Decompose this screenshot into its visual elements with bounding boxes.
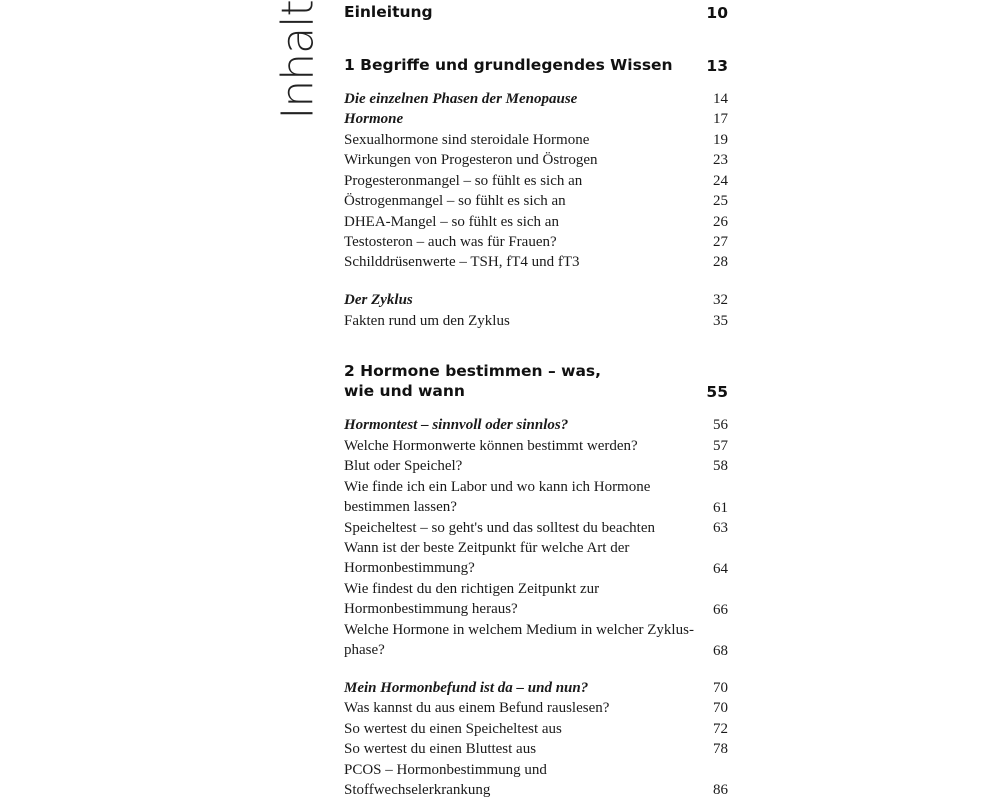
toc-entry-page: 32 — [713, 291, 728, 308]
toc-subsection[interactable] — [344, 252, 728, 272]
toc-entry-page: 13 — [706, 57, 728, 75]
toc-entry-page: 57 — [713, 437, 728, 454]
toc-entry-page: 10 — [706, 4, 728, 22]
toc-entry-page: 56 — [713, 416, 728, 433]
toc-subsection[interactable] — [344, 698, 728, 718]
toc-entry-title: 1 Begriffe und grundlegendes Wissen — [344, 56, 673, 74]
section-title-vertical — [268, 0, 328, 120]
toc-entry-title: Wie findest du den richtigen Zeitpunkt zur Hormonbestimmung heraus? — [344, 581, 600, 618]
toc-subsection[interactable] — [344, 436, 728, 456]
toc-entry-title: Blut oder Speichel? — [344, 458, 463, 474]
toc-entry-title: Hormontest – sinnvoll oder sinnlos? — [344, 417, 569, 433]
toc-entry-title: Einleitung — [344, 3, 433, 21]
toc-entry-page: 72 — [713, 720, 728, 737]
toc-subsection[interactable] — [344, 579, 728, 620]
toc-entry-title: Mein Hormonbefund ist da – und nun? — [344, 680, 589, 696]
toc-entry-title: Sexualhormone sind steroidale Hormone — [344, 132, 590, 148]
toc-entry-title: Speicheltest – so geht's und das solltest du beachten — [344, 520, 655, 536]
toc-section[interactable] — [344, 290, 728, 310]
toc-entry-page: 35 — [713, 312, 728, 329]
toc-entry-page: 70 — [713, 679, 728, 696]
toc-entry-page: 86 — [713, 781, 728, 798]
toc-entry-title: Hormone — [344, 111, 404, 127]
toc-section[interactable] — [344, 678, 728, 698]
toc-entry-title: Welche Hormonwerte können bestimmt werden? — [344, 438, 638, 454]
toc-entry-page: 58 — [713, 457, 728, 474]
toc-entry-title: Was kannst du aus einem Befund rauslesen? — [344, 700, 610, 716]
toc-entry-page: 19 — [713, 131, 728, 148]
toc-subsection[interactable] — [344, 719, 728, 739]
toc-entry-page: 78 — [713, 740, 728, 757]
toc-entry-title: Welche Hormone in welchem Medium in welcher Zyklus- phase? — [344, 622, 694, 659]
toc-entry-page: 64 — [713, 560, 728, 577]
toc-entry-title: So wertest du einen Bluttest aus — [344, 741, 537, 757]
toc-entry-page: 63 — [713, 519, 728, 536]
toc-section[interactable] — [344, 109, 728, 129]
toc-entry-title: Wirkungen von Progesteron und Östrogen — [344, 152, 598, 168]
toc-section[interactable] — [344, 89, 728, 109]
section-title-text: Inhalt — [272, 0, 324, 120]
toc-entry-title: Wann ist der beste Zeitpunkt für welche Art der Hormonbestimmung? — [344, 540, 630, 577]
toc-entry-page: 26 — [713, 213, 728, 230]
toc-entry-title: Östrogenmangel – so fühlt es sich an — [344, 193, 566, 209]
toc-subsection[interactable] — [344, 311, 728, 331]
toc-entry-title: Fakten rund um den Zyklus — [344, 313, 510, 329]
toc-subsection[interactable] — [344, 171, 728, 191]
toc-entry-title: PCOS – Hormonbestimmung und Stoffwechselerkrankung — [344, 762, 547, 799]
toc-entry-page: 66 — [713, 601, 728, 618]
toc-subsection[interactable] — [344, 191, 728, 211]
toc-entry-page: 55 — [706, 383, 728, 401]
toc-entry-page: 61 — [713, 499, 728, 516]
toc-subsection[interactable] — [344, 620, 728, 661]
toc-chapter-2[interactable] — [344, 361, 728, 401]
toc-subsection[interactable] — [344, 538, 728, 579]
toc-subsection[interactable] — [344, 739, 728, 759]
toc-entry-title: Wie finde ich ein Labor und wo kann ich Hormone bestimmen lassen? — [344, 479, 651, 516]
toc-subsection[interactable] — [344, 518, 728, 538]
toc-entry-title: So wertest du einen Speicheltest aus — [344, 721, 562, 737]
toc-entry-page: 24 — [713, 172, 728, 189]
toc-subsection[interactable] — [344, 232, 728, 252]
toc-entry-title: Der Zyklus — [344, 292, 413, 308]
toc-subsection[interactable] — [344, 760, 728, 800]
toc-entry-title: DHEA-Mangel – so fühlt es sich an — [344, 214, 559, 230]
toc-entry-title: Testosteron – auch was für Frauen? — [344, 234, 557, 250]
toc-subsection[interactable] — [344, 212, 728, 232]
toc-entry-page: 14 — [713, 90, 728, 107]
toc-entry-page: 68 — [713, 642, 728, 659]
toc-entry-page: 23 — [713, 151, 728, 168]
toc-entry-title: Schilddrüsenwerte – TSH, fT4 und fT3 — [344, 254, 580, 270]
toc-subsection[interactable] — [344, 150, 728, 170]
toc-chapter-1[interactable] — [344, 55, 728, 75]
toc-entry-page: 27 — [713, 233, 728, 250]
toc-entry-title: Die einzelnen Phasen der Menopause — [344, 91, 578, 107]
toc-entry-page: 25 — [713, 192, 728, 209]
toc-subsection[interactable] — [344, 130, 728, 150]
toc-entry-title: Progesteronmangel – so fühlt es sich an — [344, 173, 583, 189]
toc-entry-page: 28 — [713, 253, 728, 270]
toc-entry-page: 70 — [713, 699, 728, 716]
toc-subsection[interactable] — [344, 456, 728, 476]
toc-subsection[interactable] — [344, 477, 728, 518]
toc-chapter-intro[interactable] — [344, 2, 728, 22]
toc-section[interactable] — [344, 415, 728, 435]
toc-entry-page: 17 — [713, 110, 728, 127]
toc-entry-title: 2 Hormone bestimmen – was, wie und wann — [344, 362, 602, 400]
